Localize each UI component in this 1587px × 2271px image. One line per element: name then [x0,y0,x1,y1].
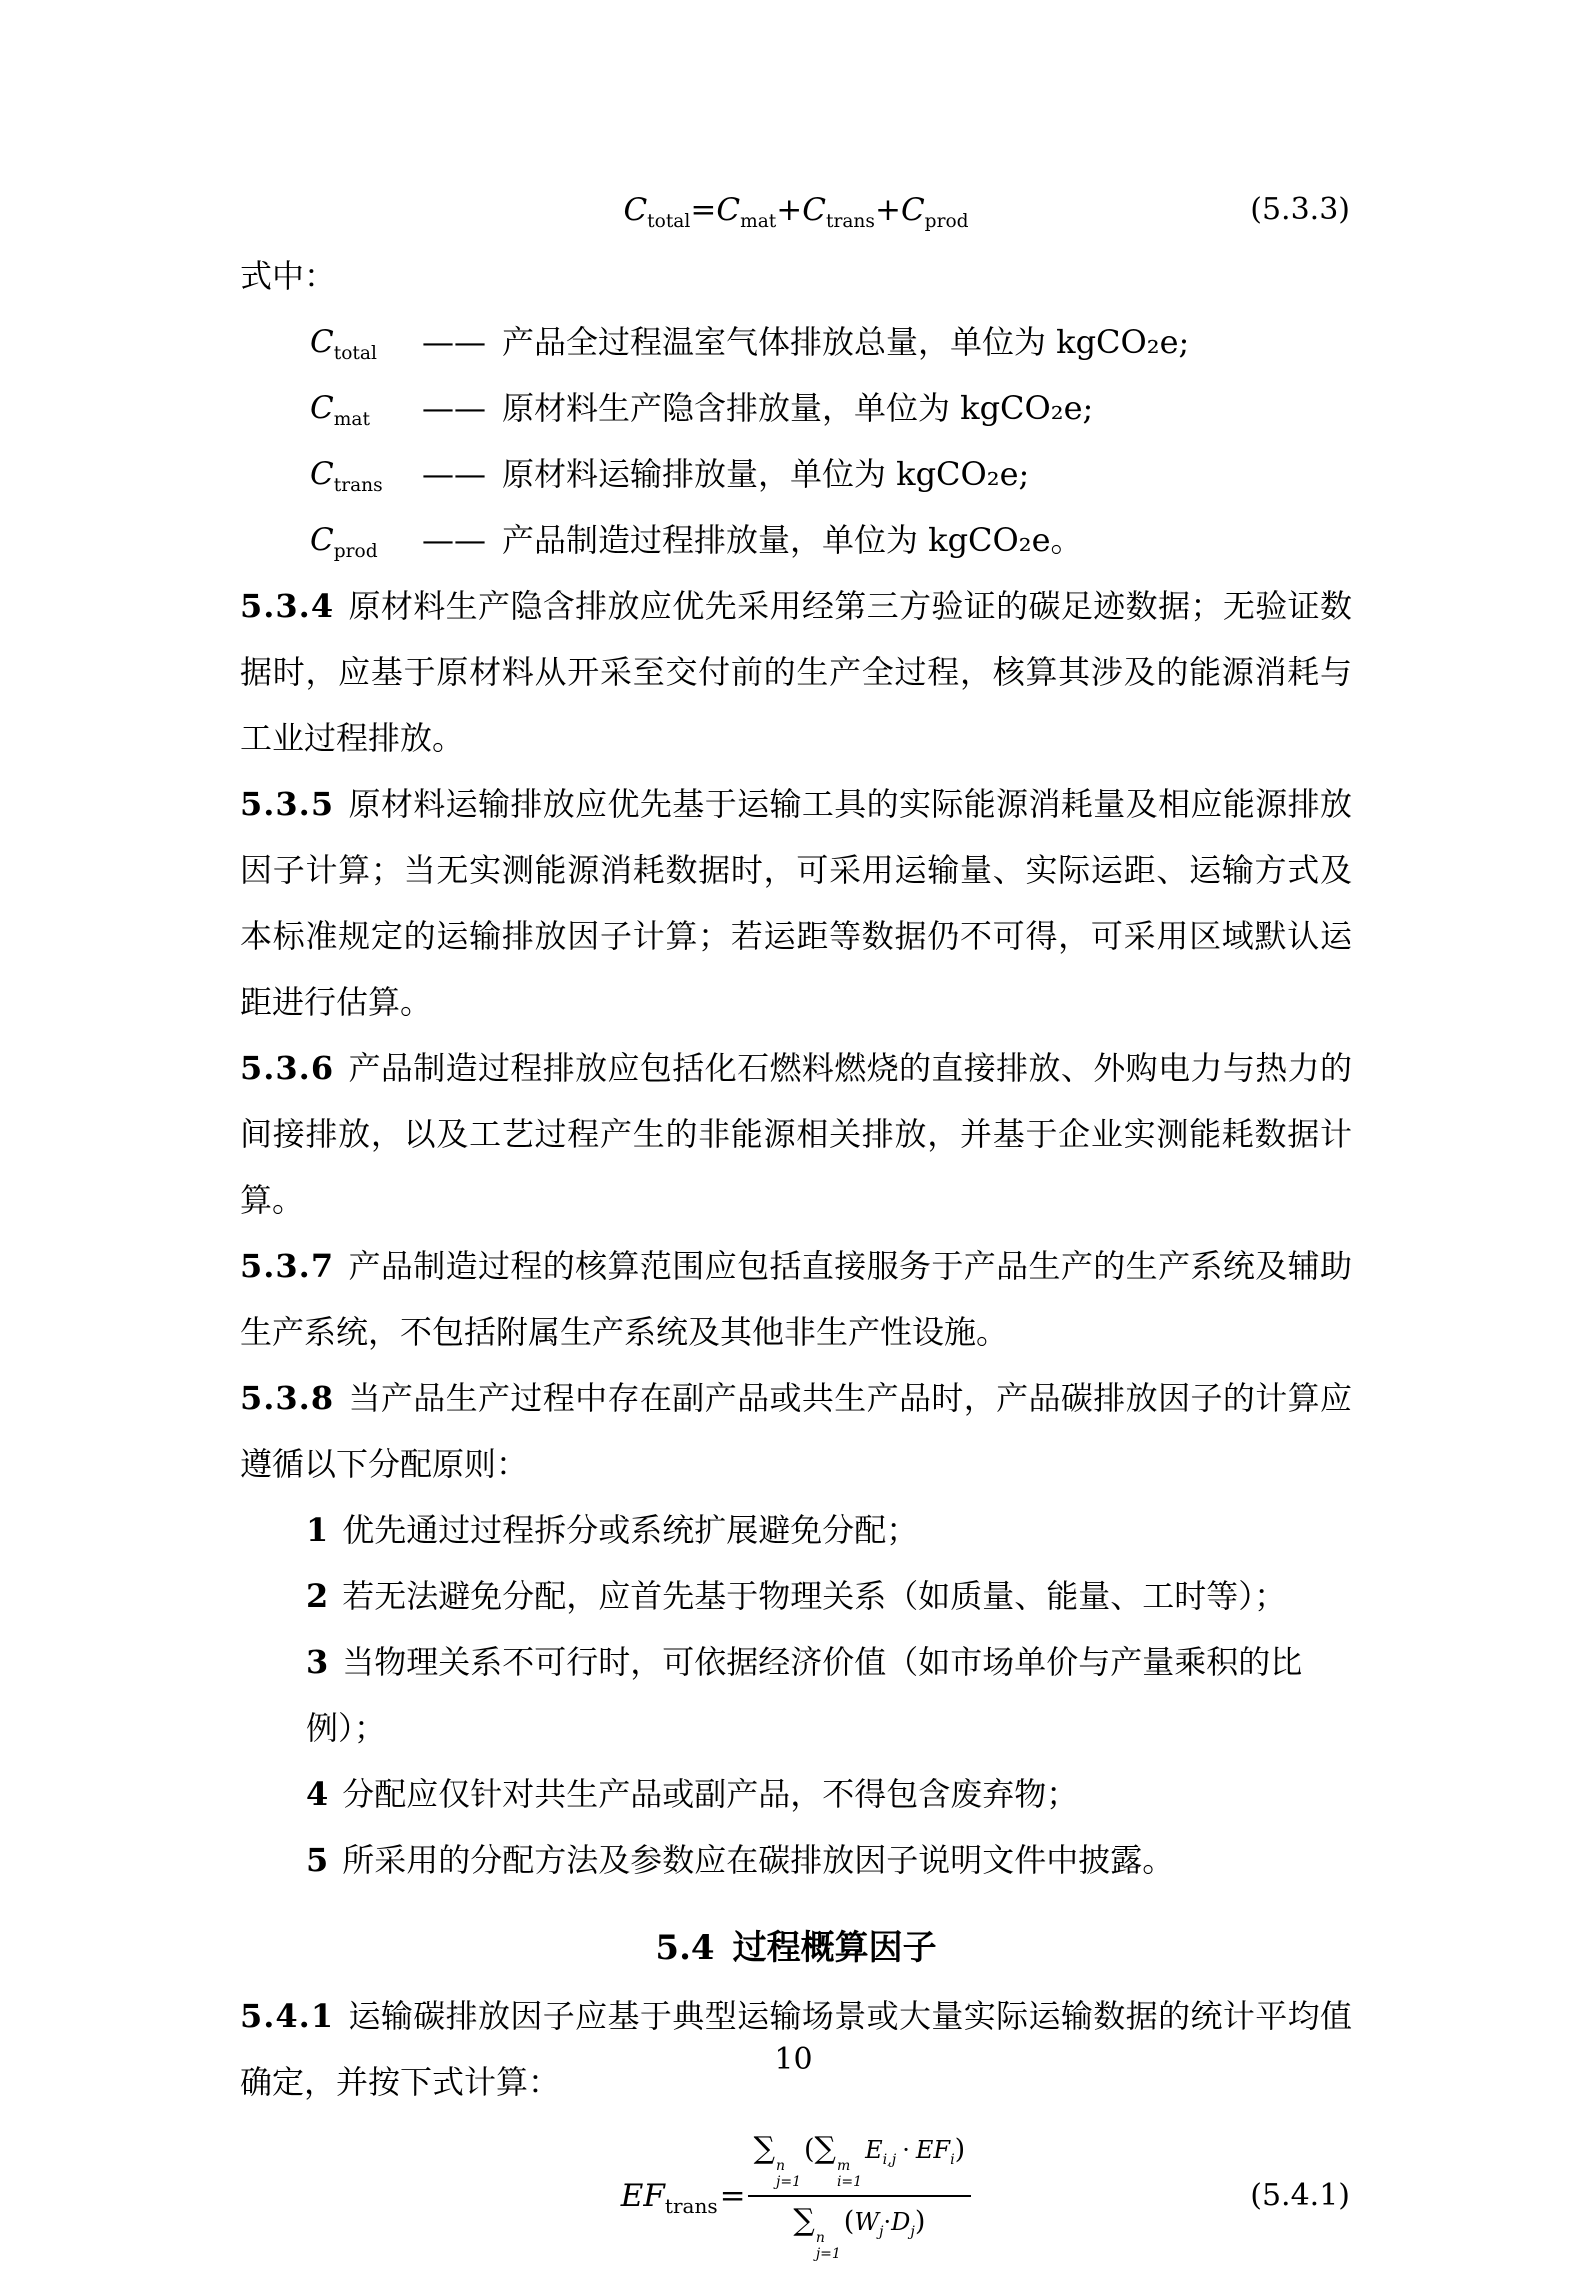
rule-number: 2 [306,1577,329,1615]
var-ef-trans [621,2163,718,2229]
var-d: D [891,2208,911,2236]
page-content [240,176,1352,2271]
symbol-ctotal [310,309,422,375]
var-ef-sub-i: i [950,2151,955,2168]
clause-text: 原材料运输排放应优先基于运输工具的实际能源消耗量及相应能源排放因子计算；当无实测能源消耗数据时，可采用运输量、实际运距、运输方式及本标准规定的运输排放因子计算；若运距等数据仍不可得，可采用区域默认运距进行估算。 [240,785,1352,1021]
var-w-sub: j [879,2223,884,2240]
clause-number: 5.4.1 [240,1997,335,2035]
plus-sign: + [776,192,803,228]
var-w: W [854,2208,880,2236]
sum-lower-limit: j=1 [815,2246,841,2263]
symbol-dash: —— [422,323,486,361]
sum-limits [776,2158,801,2190]
equals-sign: = [719,2178,746,2214]
sum-upper-limit: n [776,2157,786,2174]
symbol-desc-ctotal: 产品全过程温室气体排放总量，单位为 kgCO₂e; [502,323,1190,361]
right-paren: ) [914,2206,926,2237]
section-number: 5.4 [655,1928,715,1968]
clause-text: 当产品生产过程中存在副产品或共生产品时，产品碳排放因子的计算应遵循以下分配原则： [240,1379,1352,1483]
clause-534 [240,573,1352,771]
clause-text: 原材料生产隐含排放应优先采用经第三方验证的碳足迹数据；无验证数据时，应基于原材料从开采至交付前的生产全过程，核算其涉及的能源消耗与工业过程排放。 [240,587,1352,757]
equals-sign: = [690,192,717,228]
clause-text: 产品制造过程的核算范围应包括直接服务于产品生产的生产系统及辅助生产系统，不包括附属生产系统及其他非生产性设施。 [240,1247,1352,1351]
symbol-sub: total [333,343,377,365]
sum-upper-limit: m [836,2157,851,2174]
clause-number: 5.3.4 [240,587,335,625]
formula-533-body [623,192,969,233]
symbol-dash: —— [422,455,486,493]
symbol-base: C [310,522,334,558]
sum-lower-limit: i=1 [836,2173,863,2190]
rule-text: 所采用的分配方法及参数应在碳排放因子说明文件中披露。 [342,1841,1175,1879]
page-number: 10 [774,2042,813,2077]
fraction-numerator [748,2130,972,2197]
sum-limits [837,2158,862,2190]
symbol-dash: —— [422,389,486,427]
formula-541-number: (5.4.1) [1250,2178,1350,2213]
left-paren: ( [803,2133,815,2165]
rule-text: 分配应仅针对共生产品或副产品，不得包含废弃物； [342,1775,1079,1813]
symbol-base: C [310,456,334,492]
var-c-prod: C [900,192,925,228]
allocation-rule-1 [306,1497,1352,1563]
clause-number: 5.3.7 [240,1247,335,1285]
rule-number: 3 [306,1643,329,1681]
symbol-dash: —— [422,521,486,559]
fraction-denominator [748,2197,972,2262]
rule-text: 当物理关系不可行时，可依据经济价值（如市场单价与产量乘积的比例）； [306,1643,1303,1747]
var-c-mat: C [716,192,741,228]
sum-upper-limit: n [815,2230,825,2246]
var-d-sub: j [910,2223,915,2240]
multiplication-dot: · [902,2135,910,2164]
symbol-sub: mat [333,409,370,431]
symbol-ctrans [310,441,422,507]
rule-number: 5 [306,1841,329,1879]
var-ef-sub: trans [664,2194,718,2219]
fraction [748,2130,972,2262]
symbol-base: C [310,324,334,360]
left-paren: ( [843,2206,855,2237]
allocation-rule-2 [306,1563,1352,1629]
clause-text: 运输碳排放因子应基于典型运输场景或大量实际运输数据的统计平均值确定，并按下式计算： [240,1997,1352,2101]
symbol-sub: prod [333,541,378,563]
var-e: E [865,2135,883,2164]
var-c-total-sub: total [647,211,691,233]
formula-533 [240,176,1352,243]
multiplication-dot: · [883,2208,892,2236]
var-c-trans: C [802,192,826,228]
rule-number: 1 [306,1511,329,1549]
sum-symbol: ∑ [814,2130,836,2166]
sum-symbol: ∑ [753,2130,775,2166]
symbol-desc-ctrans: 原材料运输排放量，单位为 kgCO₂e; [502,455,1030,493]
plus-sign: + [874,192,901,228]
rule-number: 4 [306,1775,329,1813]
symbol-desc-cprod: 产品制造过程排放量，单位为 kgCO₂e。 [502,521,1083,559]
var-c-prod-sub: prod [924,211,969,233]
var-ef-base: EF [620,2178,665,2214]
var-c-trans-sub: trans [825,211,875,233]
sum-symbol: ∑ [793,2203,815,2238]
clause-535 [240,771,1352,1035]
clause-number: 5.3.5 [240,785,335,823]
allocation-rule-3 [306,1629,1352,1761]
clause-number: 5.3.6 [240,1049,335,1087]
symbol-row-cmat [240,375,1352,441]
right-paren: ) [954,2133,966,2165]
section-title: 过程概算因子 [732,1928,937,1968]
sum-lower-limit: j=1 [776,2173,801,2190]
formula-533-number: (5.3.3) [1250,191,1350,227]
var-e-sub: i,j [882,2151,897,2168]
clause-538 [240,1365,1352,1497]
where-label: 式中： [240,257,337,295]
clause-text: 产品制造过程排放应包括化石燃料燃烧的直接排放、外购电力与热力的间接排放，以及工艺过程产生的非能源相关排放，并基于企业实测能耗数据计算。 [240,1049,1352,1219]
symbol-desc-cmat: 原材料生产隐含排放量，单位为 kgCO₂e; [502,389,1094,427]
symbol-sub: trans [333,475,383,497]
var-c-mat-sub: mat [740,211,777,233]
symbol-row-ctotal [240,309,1352,375]
clause-number: 5.3.8 [240,1379,335,1417]
symbol-cprod [310,507,422,573]
clause-536 [240,1035,1352,1233]
allocation-rule-4 [306,1761,1352,1827]
symbol-base: C [310,390,334,426]
symbol-cmat [310,375,422,441]
var-ef: EF [915,2135,951,2164]
rule-text: 优先通过过程拆分或系统扩展避免分配； [342,1511,919,1549]
sum-limits [816,2230,841,2262]
symbol-row-ctrans [240,441,1352,507]
rule-text: 若无法避免分配，应首先基于物理关系（如质量、能量、工时等）； [342,1577,1287,1615]
formula-541 [240,2121,1352,2271]
symbol-row-cprod [240,507,1352,573]
clause-537 [240,1233,1352,1365]
allocation-rule-5 [306,1827,1352,1893]
var-c-total: C [623,192,648,228]
section-heading-54 [240,1913,1352,1983]
